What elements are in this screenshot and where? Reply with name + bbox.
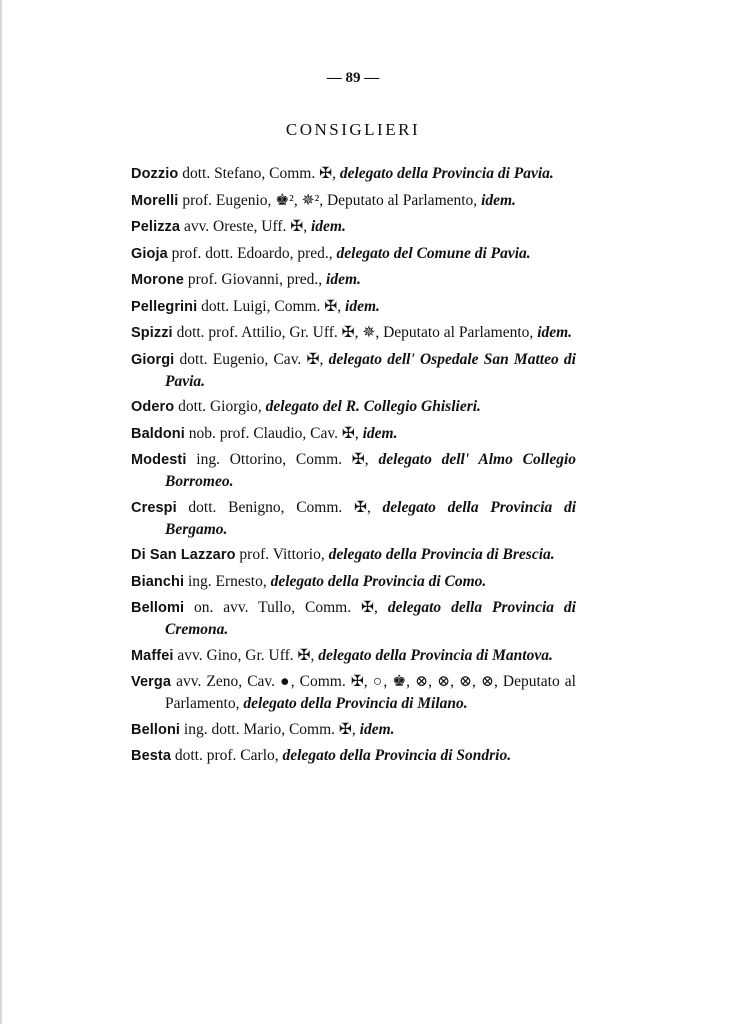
list-item [131,349,576,392]
entry-details: on. avv. Tullo, Comm. ✠, [184,599,388,616]
list-item [131,671,576,714]
entry-delegation: idem. [311,218,346,235]
list-item [131,449,576,492]
entry-name: Morone [131,272,184,288]
list-item [131,269,576,291]
entry-details: prof. Giovanni, pred., [183,271,327,288]
entry-name: Besta [131,748,171,764]
list-item [131,423,576,445]
entry-name: Gioja [131,245,168,262]
entry-delegation: idem. [359,720,395,738]
list-item [131,243,576,265]
list-item [131,745,576,767]
entry-name: Bellomi [131,600,185,616]
section-heading: CONSIGLIERI [285,120,421,139]
entry-delegation: delegato della Provincia di Milano. [243,695,468,712]
entry-delegation: delegato della Provincia di Mantova. [318,646,553,664]
entry-name: Odero [131,399,175,415]
list-item [131,216,576,238]
entry-delegation: idem. [537,324,573,341]
list-item [131,396,576,418]
entry-delegation: delegato dell' Almo Collegio Borromeo. [165,451,576,490]
entry-delegation: idem. [481,191,516,209]
entry-details: dott. Luigi, Comm. ✠, [197,297,346,315]
entry-name: Baldoni [131,425,185,442]
entry-name: Modesti [131,452,187,468]
entry-delegation: idem. [326,271,361,288]
entry-name: Verga [131,674,171,690]
list-item [131,597,576,640]
page-edge [0,0,2,1024]
entry-name: Spizzi [131,325,173,341]
entry-delegation: delegato del R. Collegio Ghislieri. [265,398,481,415]
entry-details: avv. Zeno, Cav. ●, Comm. ✠, ○, ♚, ⊗, ⊗, ⊗, ⊗, Deputato al Parlamento, [165,673,576,712]
list-item [131,296,576,318]
entry-name: Morelli [131,192,179,209]
entry-details: prof. Vittorio, [235,546,329,563]
entry-delegation: delegato della Provincia di Cremona. [165,599,576,638]
entry-name: Crespi [131,499,177,516]
entry-delegation: delegato dell' Ospedale San Matteo di Pavia. [165,350,576,390]
list-item [131,571,576,593]
entry-details: dott. prof. Carlo, [171,747,283,764]
entry-details: ing. Ottorino, Comm. ✠, [186,451,379,468]
list-item [131,322,576,344]
entry-details: dott. Stefano, Comm. ✠, [178,165,340,182]
entry-details: dott. prof. Attilio, Gr. Uff. ✠, ✵, Deputato al Parlamento, [172,324,538,341]
entry-name: Di San Lazzaro [131,547,236,563]
list-item [131,497,576,540]
list-item [131,544,576,566]
entry-name: Giorgi [131,351,175,368]
page-number: — 89 — [326,70,380,86]
councillor-list [131,163,576,772]
list-item [131,163,576,185]
entry-details: prof. Eugenio, ♚², ✵², Deputato al Parlamento, [178,191,482,209]
entry-details: nob. prof. Claudio, Cav. ✠, [184,424,363,442]
entry-delegation: idem. [345,297,380,315]
entry-name: Bianchi [131,573,185,590]
entry-delegation: delegato della Provincia di Pavia. [339,165,554,182]
entry-details: dott. Giorgio, [174,398,266,415]
entry-delegation: idem. [362,424,398,442]
entry-details: ing. Ernesto, [184,572,271,590]
entry-delegation: delegato della Provincia di Sondrio. [282,747,512,764]
entry-delegation: delegato della Provincia di Como. [270,572,487,590]
entry-name: Pelizza [131,219,181,235]
list-item [131,645,576,667]
entry-name: Dozzio [131,166,179,182]
list-item [131,190,576,212]
entry-details: prof. dott. Edoardo, pred., [167,244,337,262]
entry-delegation: delegato della Provincia di Bergamo. [165,498,576,538]
entry-delegation: delegato della Provincia di Brescia. [328,546,555,563]
entry-delegation: delegato del Comune di Pavia. [336,244,531,262]
entry-name: Belloni [131,721,181,738]
entry-details: avv. Oreste, Uff. ✠, [180,218,311,235]
entry-details: ing. dott. Mario, Comm. ✠, [180,720,360,738]
entry-name: Pellegrini [131,298,198,315]
entry-details: avv. Gino, Gr. Uff. ✠, [173,646,319,664]
entry-details: dott. Eugenio, Cav. ✠, [174,350,329,368]
entry-name: Maffei [131,647,174,664]
list-item [131,719,576,741]
entry-details: dott. Benigno, Comm. ✠, [176,498,383,516]
